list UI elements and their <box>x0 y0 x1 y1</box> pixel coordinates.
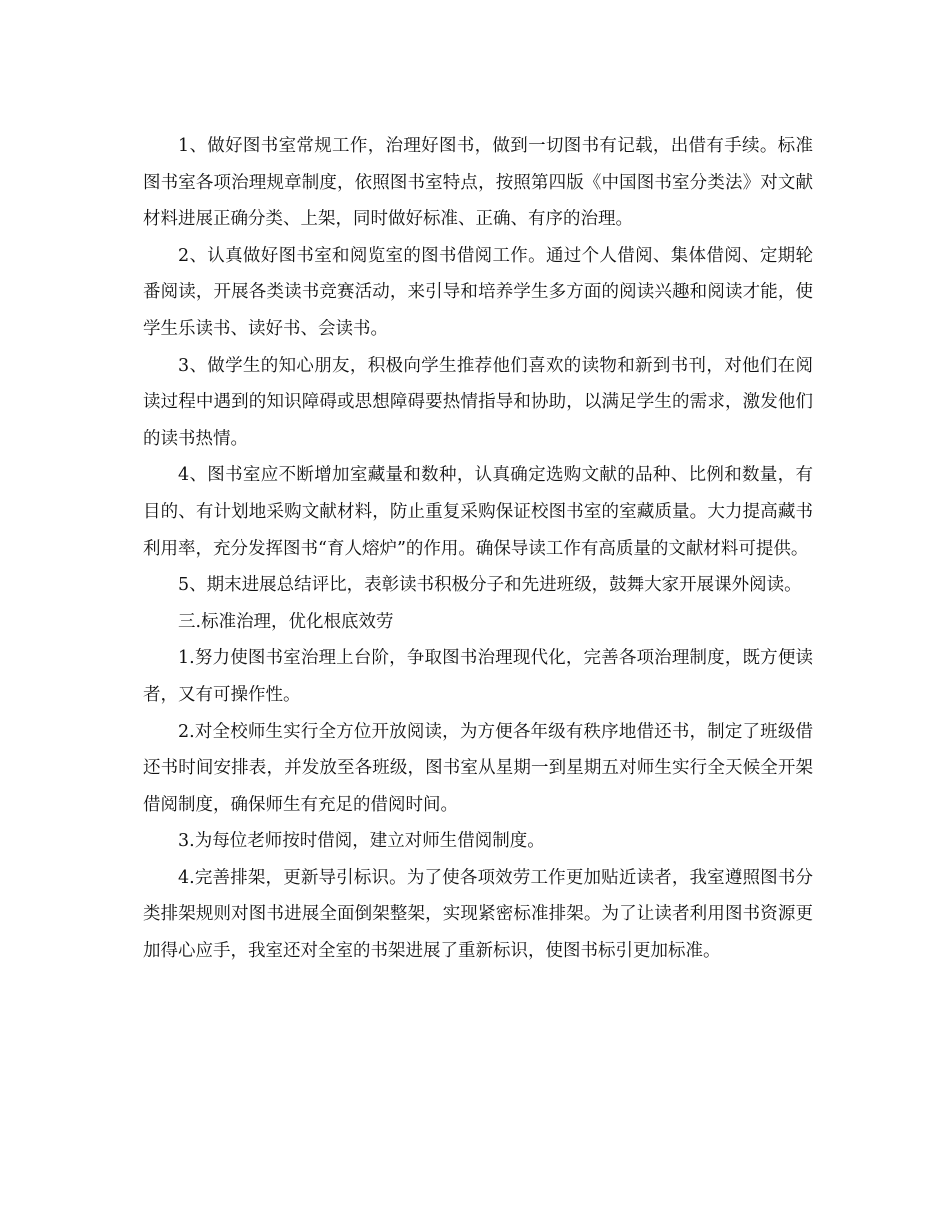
paragraph-7: 2.对全校师生实行全方位开放阅读，为方便各年级有秩序地借还书，制定了班级借还书时间安排表，并发放至各班级，图书室从星期一到星期五对师生实行全天候全开架借阅制度，确保师生有充足的借阅时间。 <box>143 721 813 815</box>
paragraph-2: 2、认真做好图书室和阅览室的图书借阅工作。通过个人借阅、集体借阅、定期轮番阅读，开展各类读书竞赛活动，来引导和培养学生多方面的阅读兴趣和阅读才能，使学生乐读书、读好书、会读书。 <box>143 245 813 339</box>
paragraph-3: 3、做学生的知心朋友，积极向学生推荐他们喜欢的读物和新到书刊，对他们在阅读过程中遇到的知识障碍或思想障碍要热情指导和协助，以满足学生的需求，激发他们的读书热情。 <box>143 355 813 449</box>
paragraph-4: 4、图书室应不断增加室藏量和数种，认真确定选购文献的品种、比例和数量，有目的、有计划地采购文献材料，防止重复采购保证校图书室的室藏质量。大力提高藏书利用率，充分发挥图书“育人熔炉”的作用。确保导读工作有高质量的文献材料可提供。 <box>143 465 813 559</box>
paragraph-1: 1、做好图书室常规工作，治理好图书，做到一切图书有记载，出借有手续。标准图书室各项治理规章制度，依照图书室特点，按照第四版《中国图书室分类法》对文献材料进展正确分类、上架，同时做好标准、正确、有序的治理。 <box>143 136 813 230</box>
document-body <box>143 128 813 970</box>
paragraph-8: 3.为每位老师按时借阅，建立对师生借阅制度。 <box>178 831 545 852</box>
paragraph-6: 1.努力使图书室治理上台阶，争取图书治理现代化，完善各项治理制度，既方便读者，又有可操作性。 <box>143 648 813 705</box>
paragraph-9: 4.完善排架，更新导引标识。为了使各项效劳工作更加贴近读者，我室遵照图书分类排架规则对图书进展全面倒架整架，实现紧密标准排架。为了让读者利用图书资源更加得心应手，我室还对全室的书架进展了重新标识，使图书标引更加标准。 <box>143 867 813 962</box>
section-heading: 三.标准治理，优化根底效劳 <box>178 611 394 632</box>
paragraph-5: 5、期末进展总结评比，表彰读书积极分子和先进班级，鼓舞大家开展课外阅读。 <box>178 575 802 596</box>
